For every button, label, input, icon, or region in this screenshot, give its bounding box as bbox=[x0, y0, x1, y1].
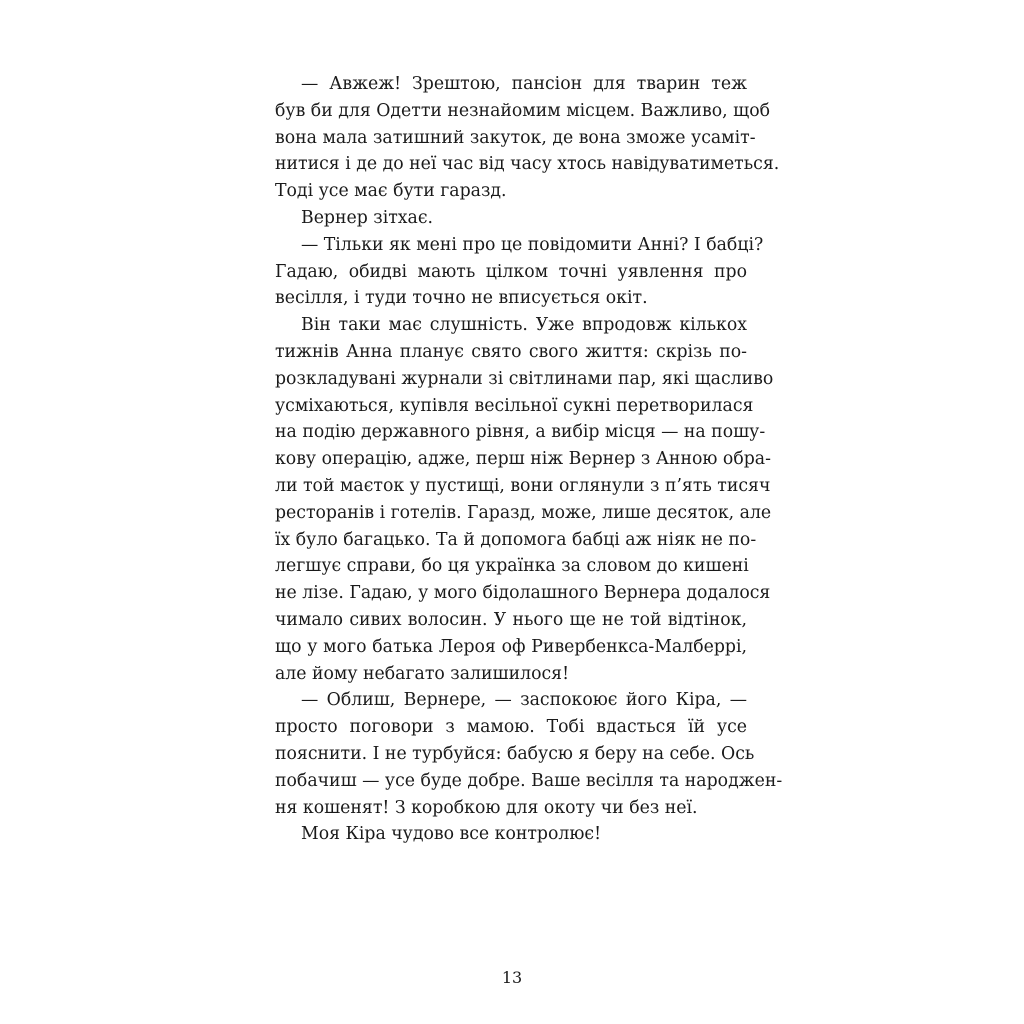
text-line: легшує справи, бо ця українка за словом до кишені bbox=[275, 556, 749, 577]
text-line: ня кошенят! З коробкою для окоту чи без неї. bbox=[275, 797, 698, 818]
text-line: ли той маєток у пустищі, вони оглянули з п’ять тисяч bbox=[275, 475, 771, 496]
text-line: усміхаються, купівля весільної сукні перетворилася bbox=[275, 395, 754, 416]
text-line: пояснити. І не турбуйся: бабусю я беру на себе. Ось bbox=[275, 743, 755, 764]
text-line: не лізе. Гадаю, у мого бідолашного Вернера додалося bbox=[275, 583, 771, 604]
page-body-text bbox=[275, 71, 783, 848]
text-line: весілля, і туди точно не вписується окіт. bbox=[275, 288, 648, 309]
text-line: просто поговори з мамою. Тобі вдасться їй усе bbox=[275, 717, 747, 738]
text-line: нитися і де до неї час від часу хтось навідуватиметься. bbox=[275, 154, 780, 175]
text-line: ресторанів і готелів. Гаразд, може, лише десяток, але bbox=[275, 502, 772, 523]
text-line: тижнів Анна планує свято свого життя: скрізь по- bbox=[275, 341, 747, 362]
text-line: розкладувані журнали зі світлинами пар, які щасливо bbox=[275, 368, 774, 389]
text-line: — Авжеж! Зрештою, пансіон для тварин теж bbox=[301, 74, 747, 94]
text-line: — Облиш, Вернере, — заспокоює його Кіра, — bbox=[301, 690, 747, 711]
text-line: Він таки має слушність. Уже впродовж кількох bbox=[301, 315, 747, 336]
text-line: Гадаю, обидві мають цілком точні уявлення про bbox=[275, 261, 747, 282]
page-number: 13 bbox=[501, 968, 523, 987]
text-line: вона мала затишний закуток, де вона зможе усаміт- bbox=[275, 127, 756, 148]
text-line: Моя Кіра чудово все контролює! bbox=[301, 824, 602, 845]
text-line: Тоді усе має бути гаразд. bbox=[275, 181, 507, 202]
text-line: чимало сивих волосин. У нього ще не той відтінок, bbox=[275, 609, 747, 630]
text-line: але йому небагато залишилося! bbox=[275, 663, 570, 684]
text-line: був би для Одетти незнайомим місцем. Важливо, щоб bbox=[275, 100, 771, 121]
text-line: на подію державного рівня, а вибір місця — на пошу- bbox=[275, 422, 766, 443]
text-line: що у мого батька Лероя оф Ривербенкса-Малберрі, bbox=[275, 636, 747, 657]
text-line: побачиш — усе буде добре. Ваше весілля та народжен- bbox=[275, 770, 783, 791]
text-line: їх було багацько. Та й допомога бабці аж ніяк не по- bbox=[275, 529, 757, 550]
text-line: кову операцію, адже, перш ніж Вернер з Анною обра- bbox=[275, 449, 771, 470]
text-line: Вернер зітхає. bbox=[301, 207, 434, 228]
text-line: — Тільки як мені про це повідомити Анні? І бабці? bbox=[301, 234, 764, 255]
